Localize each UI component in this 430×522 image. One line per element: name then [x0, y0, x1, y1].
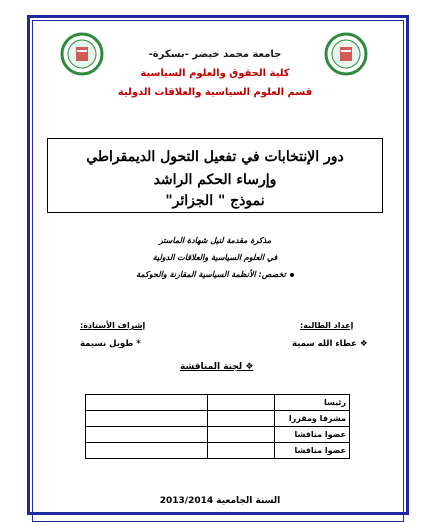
university-name: جامعة محمد خيضر -بسكرة-: [148, 49, 282, 60]
thesis-title-line-3: نموذج " الجزائر": [165, 193, 265, 209]
thesis-title-line-2: وإرساء الحكم الراشد: [153, 172, 277, 188]
table-row: [86, 395, 350, 411]
thesis-title-line-1: دور الإنتخابات في تفعيل التحول الديمقراطي: [86, 149, 344, 165]
arrow-bullet-icon: ❖: [359, 339, 368, 349]
asterisk-icon: *: [136, 339, 141, 349]
table-cell: [86, 411, 208, 427]
faculty-name: كلية الحقوق والعلوم السياسية: [140, 68, 290, 79]
supervisor-label: إشراف الأستاذة:: [80, 321, 146, 330]
specialization-text: تخصص: الأنظمة السياسية المقارنة والحوكمة: [136, 270, 286, 279]
university-logo-right: [324, 32, 368, 76]
arrow-bullet-icon: ❖: [245, 362, 254, 372]
table-row: [86, 427, 350, 443]
table-cell: [208, 395, 275, 411]
table-cell: [86, 427, 208, 443]
academic-year: السنة الجامعية 2013/2014: [159, 496, 281, 506]
department-name: قسم العلوم السياسية والعلاقات الدولية: [117, 87, 313, 98]
table-cell: [208, 443, 275, 459]
memo-line-1: مذكرة مقدمة لنيل شهادة الماستر: [158, 236, 272, 245]
student-label: إعداد الطالبة:: [300, 321, 354, 330]
table-cell: [86, 443, 208, 459]
university-logo-left: [60, 32, 104, 76]
memo-line-2: في العلوم السياسية والعلاقات الدولية: [152, 253, 278, 262]
table-cell: [208, 427, 275, 443]
table-row: [86, 411, 350, 427]
table-row: [86, 443, 350, 459]
memo-line-3: [90, 270, 340, 279]
table-cell-role: مشرفا ومقررا: [275, 411, 350, 427]
table-cell: [208, 411, 275, 427]
table-cell-role: رئيسا: [275, 395, 350, 411]
supervisor-name: * طويل نسيمة: [80, 339, 141, 349]
student-name: ❖ عطاء الله سمية: [292, 339, 368, 349]
table-cell-role: عضوا مناقشا: [275, 443, 350, 459]
committee-title: ❖ لجنة المناقشة: [180, 362, 254, 372]
thesis-title-box: [47, 138, 383, 213]
table-cell-role: عضوا مناقشا: [275, 427, 350, 443]
table-cell: [86, 395, 208, 411]
jury-table: [85, 394, 350, 459]
bullet-icon: [290, 273, 294, 277]
